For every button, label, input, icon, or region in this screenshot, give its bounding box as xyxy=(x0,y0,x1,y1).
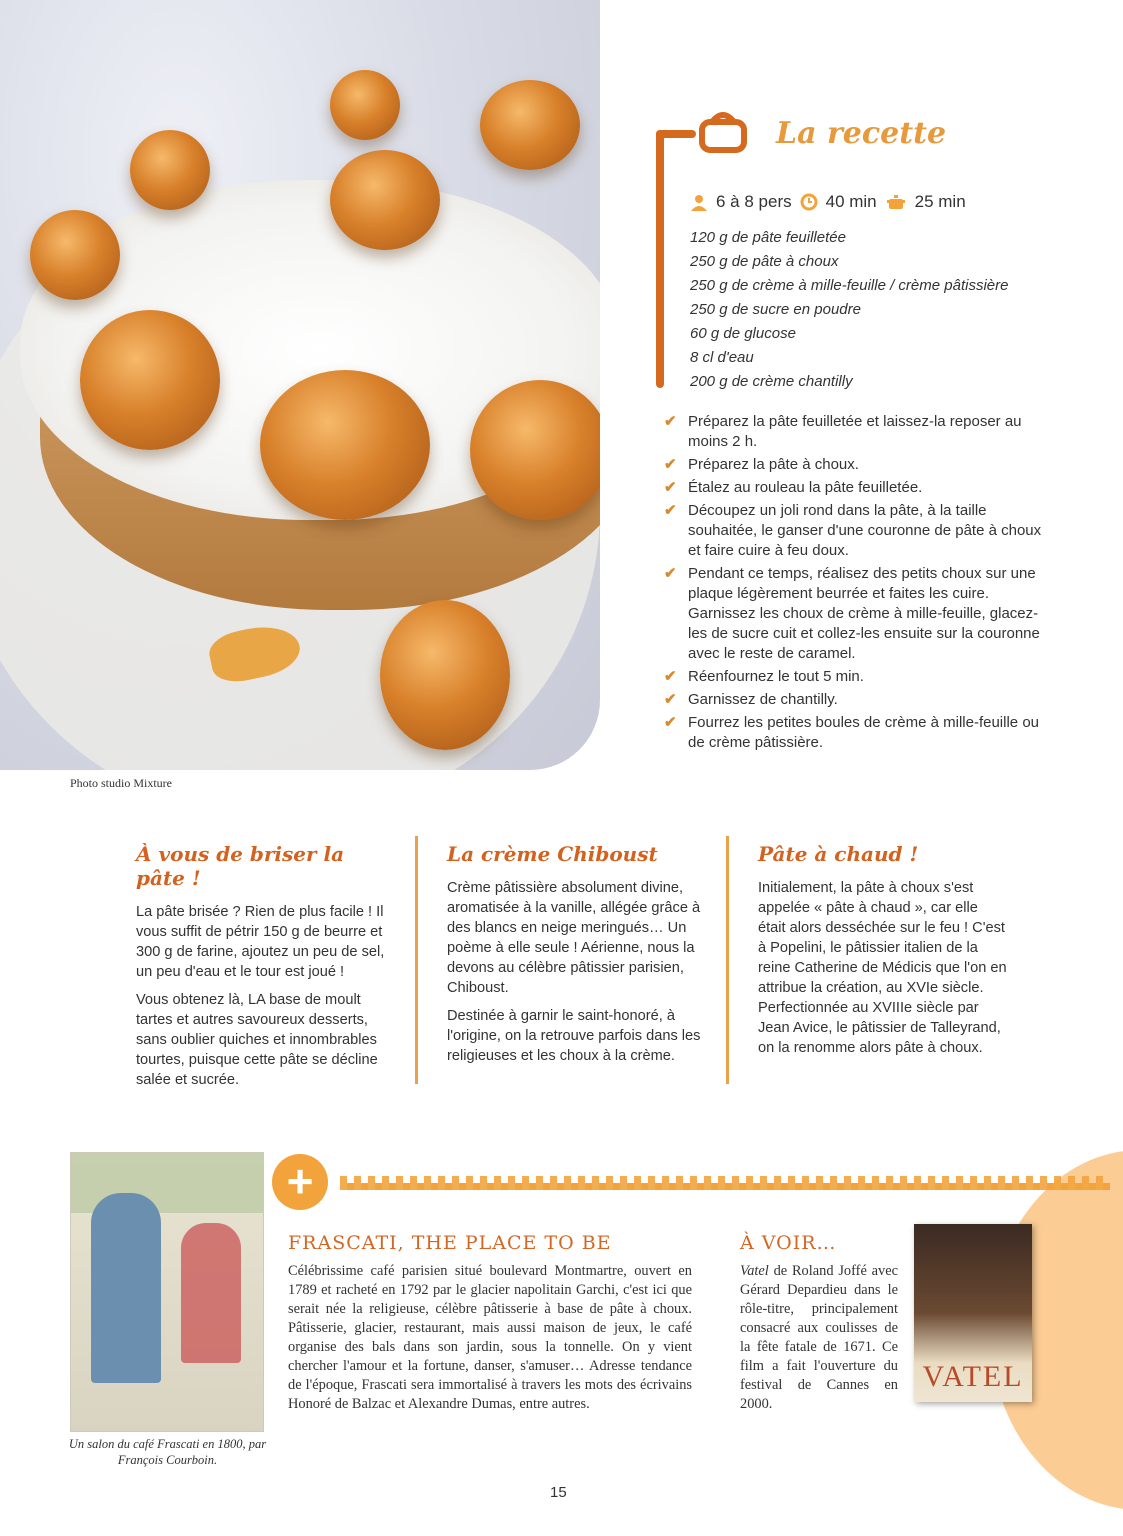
person-icon xyxy=(690,193,708,211)
check-icon: ✔ xyxy=(664,691,677,708)
step-item: ✔ Découpez un joli rond dans la pâte, à la taille souhaitée, le ganser d'une couronne de pâte à choux et faire cuire à feu doux. xyxy=(664,502,1042,559)
step-item: ✔ Réenfournez le tout 5 min. xyxy=(664,668,864,685)
column-divider xyxy=(415,836,418,1084)
step-item: ✔ Fourrez les petites boules de crème à mille-feuille ou de crème pâtissière. xyxy=(664,714,1039,751)
photo-credit: Photo studio Mixture xyxy=(70,776,173,790)
avoir-body: Vatel de Roland Joffé avec Gérard Depardieu dans le rôle-titre, principalement consacré aux coulisses de la fête fatale de 1671. Ce film a fait l'ouverture du festival de Cannes en 2000. xyxy=(740,1263,898,1412)
recipe-decor-bar-top xyxy=(656,130,696,138)
recipe-meta xyxy=(690,192,966,212)
column-paragraph: Crème pâtissière absolument divine, aromatisée à la vanille, allégée grâce à des blancs en neige meringués… Un poème à elle seule ! Aérienne, nous la devons au célèbre pâtissier parisien, Chiboust. xyxy=(447,880,701,996)
column-title: Pâte à chaud ! xyxy=(758,842,919,866)
recipe-title: La recette xyxy=(776,116,947,151)
recipe-decor-bar xyxy=(656,130,664,388)
choux-puff xyxy=(30,210,120,300)
choux-puff xyxy=(330,70,400,140)
vatel-poster xyxy=(914,1224,1032,1402)
page-number: 15 xyxy=(550,1484,567,1501)
frascati-illustration xyxy=(70,1152,264,1432)
avoir-title: À VOIR… xyxy=(740,1232,837,1254)
choux-puff xyxy=(130,130,210,210)
step-item: ✔ Préparez la pâte à choux. xyxy=(664,456,859,473)
step-item: ✔ Garnissez de chantilly. xyxy=(664,691,838,708)
column-paragraph: Vous obtenez là, LA base de moult tartes et autres savoureux desserts, sans oublier quiches et innombrables tourtes, puisque cette pâte se décline salée et sucrée. xyxy=(136,992,378,1088)
check-icon: ✔ xyxy=(664,714,677,731)
step-item: ✔ Préparez la pâte feuilletée et laissez-la reposer au moins 2 h. xyxy=(664,413,1022,450)
step-item: ✔ Pendant ce temps, réalisez des petits choux sur une plaque légèrement beurrée et faites les cuire. Garnissez les choux de crème à mille-feuille, glacez-les de sucre cuit et collez-les ensuite sur la couronne avec le reste de caramel. xyxy=(664,565,1040,662)
ingredient-item: 200 g de crème chantilly xyxy=(690,373,853,390)
choux-puff xyxy=(80,310,220,450)
sidebar-column-chiboust xyxy=(447,842,702,1074)
step-item: ✔ Étalez au rouleau la pâte feuilletée. xyxy=(664,479,923,496)
choux-puff xyxy=(480,80,580,170)
choux-puff xyxy=(380,600,510,750)
choux-puff xyxy=(330,150,440,250)
column-title: À vous de briser la pâte ! xyxy=(136,842,345,890)
column-paragraph: Initialement, la pâte à choux s'est appelée « pâte à chaud », car elle était alors desséchée sur le feu ! C'est à Popelini, le pâtissier italien de la reine Catherine de Médicis que l'on en attribue la création, au XVIe siècle. Perfectionnée au XVIIIe siècle par Jean Avice, le pâtissier de Talleyrand, on la renomme alors pâte à choux. xyxy=(758,880,1007,1056)
ingredient-item: 250 g de crème à mille-feuille / crème pâtissière xyxy=(690,277,1009,294)
prep-time: 40 min xyxy=(825,192,877,211)
plus-icon: + xyxy=(272,1154,328,1210)
check-icon: ✔ xyxy=(664,479,677,496)
frascati-body: Célébrissime café parisien situé boulevard Montmartre, ouvert en 1789 et racheté en 1792 par le glacier napolitain Garchi, c'est ici que serait née la religieuse, célèbre pâtisserie à base de pâte à choux. Pâtisserie, glacier, restaurant, mais aussi maison de jeux, le café organise des bals dans son jardin, sous la tonnelle. On y vient chercher l'amour et la fortune, danser, s'amuser… Adresse tendance de l'époque, Frascati sera immortalisé à travers les mots des écrivains Honoré de Balzac et Alexandre Dumas, entre autres. xyxy=(288,1263,692,1412)
film-title: Vatel xyxy=(740,1263,769,1279)
frascati-title: FRASCATI, THE PLACE TO BE xyxy=(288,1232,612,1254)
checker-border-row2 xyxy=(347,1183,1110,1190)
pot-icon xyxy=(694,110,752,154)
column-divider xyxy=(726,836,729,1084)
cook-time: 25 min xyxy=(914,192,966,211)
column-paragraph: Destinée à garnir le saint-honoré, à l'origine, on la retrouve parfois dans les religieuses et les choux à la crème. xyxy=(447,1008,701,1064)
ingredient-item: 8 cl d'eau xyxy=(690,349,754,366)
check-icon: ✔ xyxy=(664,565,677,582)
ingredient-item: 250 g de pâte à choux xyxy=(690,253,839,270)
ingredient-item: 60 g de glucose xyxy=(690,325,796,342)
sidebar-column-brisee xyxy=(136,842,396,1098)
poster-title: VATEL xyxy=(922,1360,1024,1393)
choux-puff xyxy=(260,370,430,520)
column-paragraph: La pâte brisée ? Rien de plus facile ! Il vous suffit de pétrir 150 g de beurre et 300 g de farine, ajoutez un peu de sel, un peu d'eau et le tour est joué ! xyxy=(136,904,385,980)
step-list xyxy=(664,412,1044,756)
check-icon: ✔ xyxy=(664,668,677,685)
ingredient-item: 250 g de sucre en poudre xyxy=(690,301,861,318)
column-title: La crème Chiboust xyxy=(447,842,658,866)
ingredient-item: 120 g de pâte feuilletée xyxy=(690,229,846,246)
dessert-photo xyxy=(0,0,600,770)
check-icon: ✔ xyxy=(664,413,677,430)
clock-icon xyxy=(800,193,818,211)
ingredient-list xyxy=(690,226,1070,394)
pot-small-icon xyxy=(885,193,907,211)
choux-puff xyxy=(470,380,600,520)
illustration-caption: Un salon du café Frascati en 1800, par François Courboin. xyxy=(68,1437,267,1467)
check-icon: ✔ xyxy=(664,456,677,473)
sidebar-column-pate-chaud xyxy=(758,842,1008,1066)
check-icon: ✔ xyxy=(664,502,677,519)
servings: 6 à 8 pers xyxy=(716,192,792,211)
